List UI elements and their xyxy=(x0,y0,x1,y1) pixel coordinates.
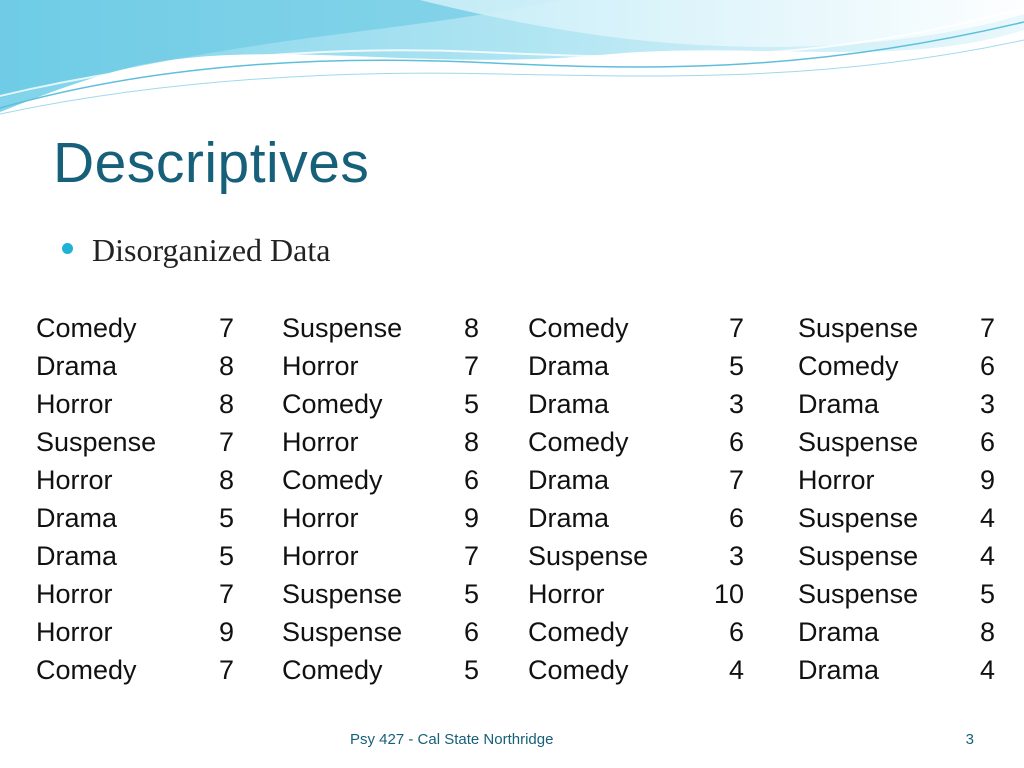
table-row xyxy=(36,613,996,651)
slide-title: Descriptives xyxy=(53,131,370,195)
page-number: 3 xyxy=(965,731,974,748)
table-cell-rating: 9 xyxy=(979,465,995,495)
table-row xyxy=(36,575,996,613)
table-cell-rating: 3 xyxy=(979,389,995,419)
table-cell-genre: Suspense xyxy=(282,579,403,609)
table-cell-genre: Suspense xyxy=(798,503,919,533)
table-cell-rating: 6 xyxy=(979,427,995,457)
table-cell-genre: Drama xyxy=(36,541,118,571)
table-row xyxy=(36,347,996,385)
table-cell-rating: 8 xyxy=(218,351,234,381)
table-cell-rating: 4 xyxy=(728,655,744,685)
table-cell-rating: 4 xyxy=(979,541,995,571)
table-cell-rating: 7 xyxy=(463,351,479,381)
table-cell-genre: Comedy xyxy=(528,313,629,343)
bullet-item xyxy=(62,228,330,272)
table-cell-genre: Drama xyxy=(36,351,118,381)
table-cell-genre: Comedy xyxy=(36,655,137,685)
table-cell-genre: Suspense xyxy=(798,427,919,457)
table-cell-genre: Comedy xyxy=(528,427,629,457)
table-cell-genre: Horror xyxy=(282,503,359,533)
table-cell-rating: 6 xyxy=(728,503,744,533)
table-row xyxy=(36,423,996,461)
table-cell-genre: Comedy xyxy=(798,351,899,381)
table-cell-genre: Comedy xyxy=(528,617,629,647)
table-cell-genre: Suspense xyxy=(798,541,919,571)
table-cell-rating: 9 xyxy=(463,503,479,533)
table-cell-rating: 9 xyxy=(218,617,234,647)
table-cell-rating: 3 xyxy=(728,541,744,571)
table-cell-rating: 6 xyxy=(979,351,995,381)
table-cell-rating: 6 xyxy=(728,617,744,647)
table-cell-genre: Horror xyxy=(36,465,113,495)
table-cell-rating: 8 xyxy=(463,427,479,457)
table-cell-genre: Suspense xyxy=(36,427,157,457)
table-row xyxy=(36,651,996,689)
table-cell-genre: Horror xyxy=(282,427,359,457)
table-cell-genre: Suspense xyxy=(528,541,649,571)
table-cell-rating: 5 xyxy=(728,351,744,381)
table-cell-genre: Drama xyxy=(528,351,610,381)
table-row xyxy=(36,461,996,499)
table-cell-rating: 7 xyxy=(728,465,744,495)
table-cell-genre: Drama xyxy=(36,503,118,533)
table-cell-rating: 7 xyxy=(979,313,995,343)
footer-text: Psy 427 - Cal State Northridge xyxy=(350,731,554,748)
table-cell-rating: 8 xyxy=(463,313,479,343)
table-cell-rating: 5 xyxy=(463,389,479,419)
table-cell-genre: Suspense xyxy=(282,313,403,343)
table-cell-genre: Comedy xyxy=(282,655,383,685)
table-cell-genre: Horror xyxy=(36,617,113,647)
table-cell-genre: Suspense xyxy=(282,617,403,647)
table-cell-rating: 7 xyxy=(218,313,234,343)
table-cell-genre: Horror xyxy=(282,541,359,571)
table-cell-genre: Drama xyxy=(798,617,880,647)
table-cell-genre: Drama xyxy=(798,389,880,419)
table-cell-genre: Drama xyxy=(528,465,610,495)
table-row xyxy=(36,499,996,537)
table-row xyxy=(36,309,996,347)
table-cell-genre: Drama xyxy=(528,389,610,419)
table-cell-genre: Comedy xyxy=(36,313,137,343)
table-cell-rating: 8 xyxy=(218,389,234,419)
table-cell-rating: 4 xyxy=(979,655,995,685)
table-cell-rating: 5 xyxy=(218,541,234,571)
table-cell-genre: Suspense xyxy=(798,579,919,609)
bullet-text: Disorganized Data xyxy=(92,231,331,268)
table-row xyxy=(36,537,996,575)
table-cell-rating: 4 xyxy=(979,503,995,533)
table-cell-rating: 5 xyxy=(218,503,234,533)
data-table xyxy=(36,309,996,689)
table-cell-rating: 5 xyxy=(463,579,479,609)
table-cell-genre: Horror xyxy=(36,579,113,609)
table-row xyxy=(36,385,996,423)
table-cell-rating: 7 xyxy=(218,427,234,457)
table-cell-rating: 3 xyxy=(728,389,744,419)
table-cell-genre: Horror xyxy=(528,579,605,609)
table-cell-rating: 6 xyxy=(463,465,479,495)
bullet-dot-icon xyxy=(62,243,73,254)
header-wave-decoration xyxy=(0,0,1024,120)
table-cell-genre: Comedy xyxy=(282,389,383,419)
table-cell-rating: 7 xyxy=(218,655,234,685)
table-cell-rating: 7 xyxy=(728,313,744,343)
table-cell-rating: 5 xyxy=(979,579,995,609)
table-cell-genre: Horror xyxy=(36,389,113,419)
table-cell-rating: 5 xyxy=(463,655,479,685)
table-cell-rating: 7 xyxy=(218,579,234,609)
table-cell-genre: Comedy xyxy=(282,465,383,495)
table-cell-rating: 8 xyxy=(979,617,995,647)
table-cell-genre: Horror xyxy=(798,465,875,495)
table-cell-genre: Horror xyxy=(282,351,359,381)
table-cell-genre: Suspense xyxy=(798,313,919,343)
table-cell-rating: 10 xyxy=(713,579,744,609)
table-cell-genre: Comedy xyxy=(528,655,629,685)
table-cell-rating: 7 xyxy=(463,541,479,571)
table-cell-genre: Drama xyxy=(798,655,880,685)
table-cell-genre: Drama xyxy=(528,503,610,533)
table-cell-rating: 6 xyxy=(728,427,744,457)
table-cell-rating: 8 xyxy=(218,465,234,495)
table-cell-rating: 6 xyxy=(463,617,479,647)
